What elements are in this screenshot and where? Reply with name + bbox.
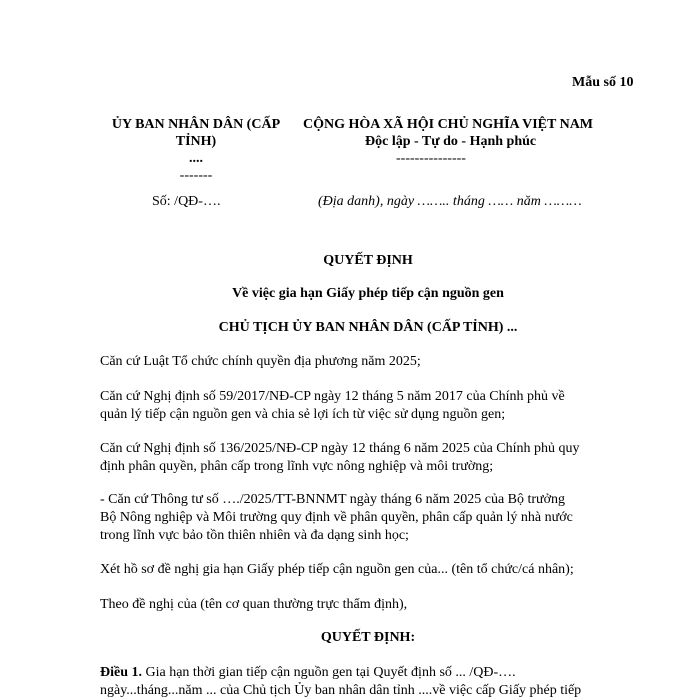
document-title: QUYẾT ĐỊNH: [323, 253, 413, 268]
paragraph-line: Căn cứ Nghị định số 136/2025/NĐ-CP ngày 12 tháng 6 năm 2025 của Chính phủ quy: [100, 441, 580, 456]
place-date: (Địa danh), ngày …….. tháng …… năm ………: [318, 194, 582, 209]
paragraph-line: Theo đề nghị của (tên cơ quan thường trực thẩm định),: [100, 597, 408, 612]
paragraph-line: trong lĩnh vực bảo tồn thiên nhiên và đa dạng sinh học;: [100, 528, 409, 543]
legal-basis-1: [100, 353, 640, 371]
legal-basis-4: [100, 491, 640, 545]
document-subtitle: Về việc gia hạn Giấy phép tiếp cận nguồn gen: [232, 286, 504, 301]
decision-heading: QUYẾT ĐỊNH:: [320, 630, 416, 645]
dossier-review: [100, 561, 640, 579]
paragraph-line: quản lý tiếp cận nguồn gen và chia sẻ lợi ích từ việc sử dụng nguồn gen;: [100, 407, 506, 422]
issuing-authority: CHỦ TỊCH ỦY BAN NHÂN DÂN (CẤP TỈNH) ...: [218, 320, 518, 335]
paragraph-line: Căn cứ Luật Tổ chức chính quyền địa phương năm 2025;: [100, 354, 421, 369]
right-divider: ---------------: [396, 151, 466, 166]
national-motto: Độc lập - Tự do - Hạnh phúc: [365, 134, 537, 149]
legal-basis-2: [100, 388, 640, 424]
paragraph-line: định phân quyền, phân cấp trong lĩnh vực nông nghiệp và môi trường;: [100, 459, 494, 474]
national-title: CỘNG HÒA XÃ HỘI CHỦ NGHĨA VIỆT NAM: [303, 117, 594, 132]
form-number: Mẫu số 10: [572, 75, 634, 90]
agency-name-line1: ỦY BAN NHÂN DÂN (CẤP: [111, 117, 281, 132]
paragraph-line: - Căn cứ Thông tư số …./2025/TT-BNNMT ngày tháng 6 năm 2025 của Bộ trưởng: [100, 492, 566, 507]
article-1-text: Gia hạn thời gian tiếp cận nguồn gen tại Quyết định số ... /QĐ-….: [142, 665, 516, 680]
article-1-label: Điều 1.: [100, 665, 142, 680]
agency-name-line2: TỈNH): [175, 134, 217, 149]
paragraph-line: Căn cứ Nghị định số 59/2017/NĐ-CP ngày 12 tháng 5 năm 2017 của Chính phủ về: [100, 389, 565, 404]
article-1-line2: ngày...tháng...năm ... của Chủ tịch Ủy ban nhân dân tỉnh ....về việc cấp Giấy phép tiếp: [100, 683, 582, 698]
legal-basis-3: [100, 440, 640, 476]
article-1: [100, 664, 640, 700]
decision-number: Số: /QĐ-….: [152, 194, 221, 209]
agency-name-line3: ....: [189, 151, 203, 166]
paragraph-line: Xét hồ sơ đề nghị gia hạn Giấy phép tiếp cận nguồn gen của... (tên tổ chức/cá nhân);: [100, 562, 574, 577]
proposal: [100, 596, 640, 614]
paragraph-line: Bộ Nông nghiệp và Môi trường quy định về phân quyền, phân cấp quản lý nhà nước: [100, 510, 573, 525]
left-divider: -------: [179, 168, 213, 183]
